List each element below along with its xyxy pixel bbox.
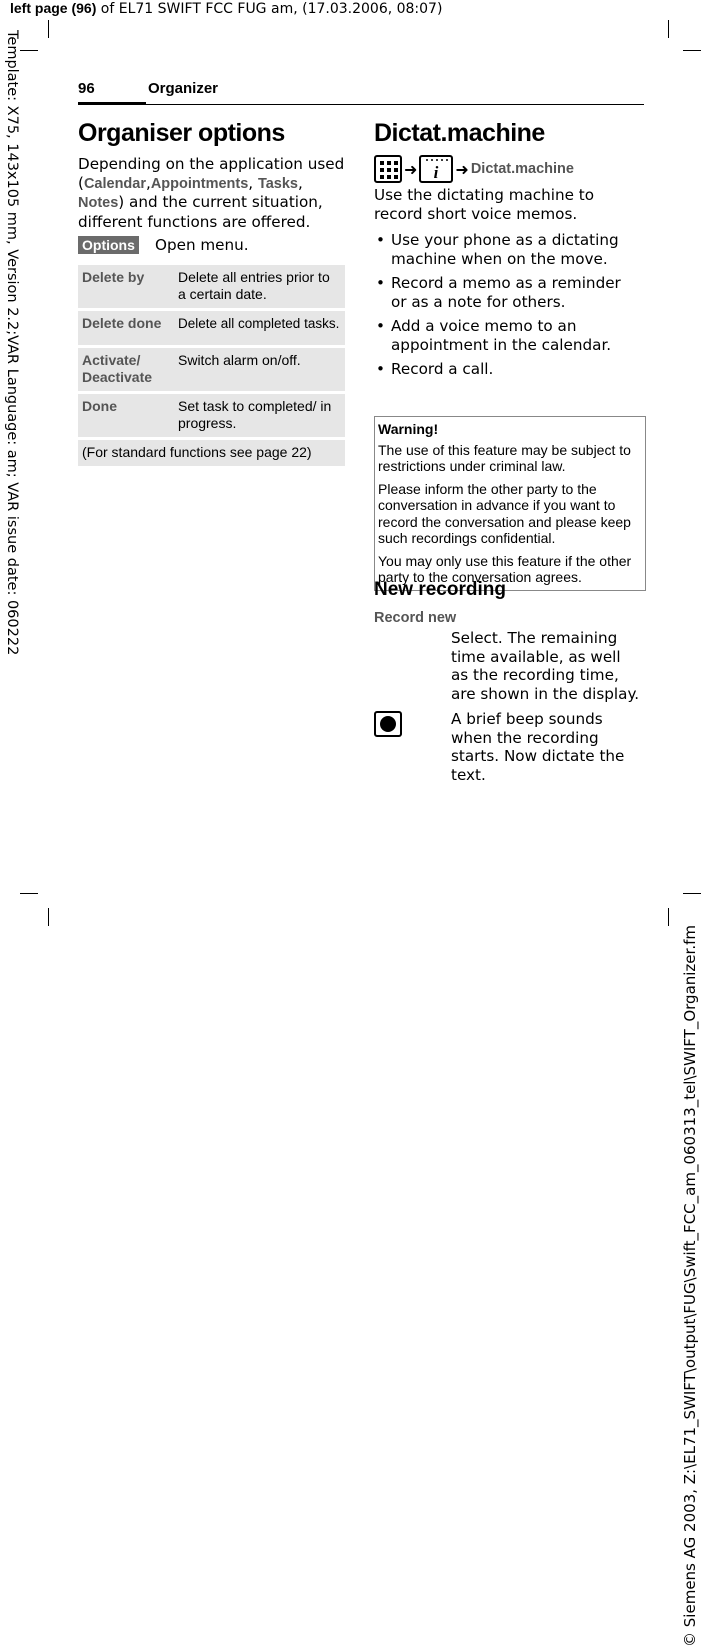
record-new-desc: Select. The remaining time available, as well as the recording time, are shown in the display. <box>451 629 640 703</box>
print-header-line <box>10 0 442 17</box>
list-item: • Record a memo as a reminder or as a note for others. <box>374 274 640 311</box>
app-appointments: Appointments <box>150 175 249 192</box>
warning-text: Please inform the other party to the conversation in advance if you want to record the conversation and please keep such recordings confidential. <box>378 480 631 546</box>
option-desc: Delete all entries prior to a certain date. <box>174 265 345 308</box>
list-item: • Use your phone as a dictating machine when on the move. <box>374 231 640 268</box>
option-key: Delete done <box>78 311 174 345</box>
organizer-key-icon <box>419 155 453 183</box>
table-row <box>78 440 345 466</box>
copyright-margin-note: © Siemens AG 2003, Z:\EL71_SWIFT\output\FUG\Swift_FCC_am_060313_tel\SWIFT_Organizer.fm <box>681 925 699 1647</box>
crop-mark <box>48 20 49 38</box>
crop-mark <box>668 908 669 926</box>
option-desc: Set task to completed/ in progress. <box>174 394 345 437</box>
option-desc: Delete all completed tasks. <box>174 311 345 345</box>
option-key: Activate/ Deactivate <box>78 348 174 391</box>
print-header-info: of EL71 SWIFT FCC FUG am, (17.03.2006, 08:07) <box>96 1 443 17</box>
record-key-icon <box>374 711 402 737</box>
crop-mark <box>683 893 701 894</box>
app-tasks: Tasks <box>257 175 298 192</box>
table-row <box>78 311 345 345</box>
warning-text: The use of this feature may be subject to restrictions under criminal law. <box>378 441 631 474</box>
dictat-uses-list <box>374 231 640 385</box>
crop-mark <box>668 20 669 38</box>
record-dot-icon <box>379 715 397 733</box>
app-notes: Notes <box>78 195 119 211</box>
table-row <box>78 348 345 391</box>
crop-mark <box>48 908 49 926</box>
table-row <box>78 394 345 437</box>
record-new-label: Record new <box>374 610 457 626</box>
print-header-page: left page (96) <box>10 0 97 16</box>
list-item: • Add a voice memo to an appointment in the calendar. <box>374 317 640 354</box>
dictat-machine-title: Dictat.machine <box>374 119 545 147</box>
beep-desc: A brief beep sounds when the recording starts. Now dictate the text. <box>451 710 625 784</box>
header-rule <box>78 102 146 105</box>
option-desc: Switch alarm on/off. <box>174 348 345 391</box>
options-softkey-row <box>78 235 139 254</box>
grid-icon <box>379 160 399 180</box>
dictat-intro: Use the dictating machine to record short voice memos. <box>374 186 595 223</box>
option-key: Done <box>78 394 174 437</box>
table-row <box>78 265 345 308</box>
organiser-intro: Depending on the application used (Calendar,Appointments, Tasks, Notes) and the current situation, different functions are offered. <box>78 155 345 231</box>
header-rule <box>146 104 644 105</box>
warning-text: You may only use this feature if the other party to the conversation agrees. <box>378 552 632 585</box>
template-margin-note: Template: X75, 143x105 mm, Version 2.2;VAR Language: am; VAR issue date: 060222 <box>4 30 20 656</box>
navigation-path <box>374 154 574 184</box>
svg-text:i: i <box>434 163 439 181</box>
info-i-icon <box>421 157 451 181</box>
options-softkey: Options <box>78 236 139 254</box>
arrow-right-icon: ➜ <box>455 159 469 179</box>
organiser-options-title: Organiser options <box>78 119 285 147</box>
new-recording-title: New recording <box>374 579 506 600</box>
app-calendar: Calendar <box>83 175 146 192</box>
table-footer: (For standard functions see page 22) <box>78 440 345 466</box>
page-number: 96 <box>78 80 95 97</box>
list-item: • Record a call. <box>374 360 640 379</box>
section-title: Organizer <box>148 80 219 97</box>
option-key: Delete by <box>78 265 174 308</box>
menu-key-icon <box>374 155 402 183</box>
options-table <box>78 262 345 469</box>
crop-mark <box>20 893 38 894</box>
warning-box <box>374 416 646 591</box>
warning-title: Warning! <box>378 421 439 437</box>
arrow-right-icon: ➜ <box>404 159 418 179</box>
nav-target: Dictat.machine <box>470 161 574 177</box>
crop-mark <box>20 50 38 51</box>
options-softkey-desc: Open menu. <box>155 236 249 254</box>
crop-mark <box>683 50 701 51</box>
